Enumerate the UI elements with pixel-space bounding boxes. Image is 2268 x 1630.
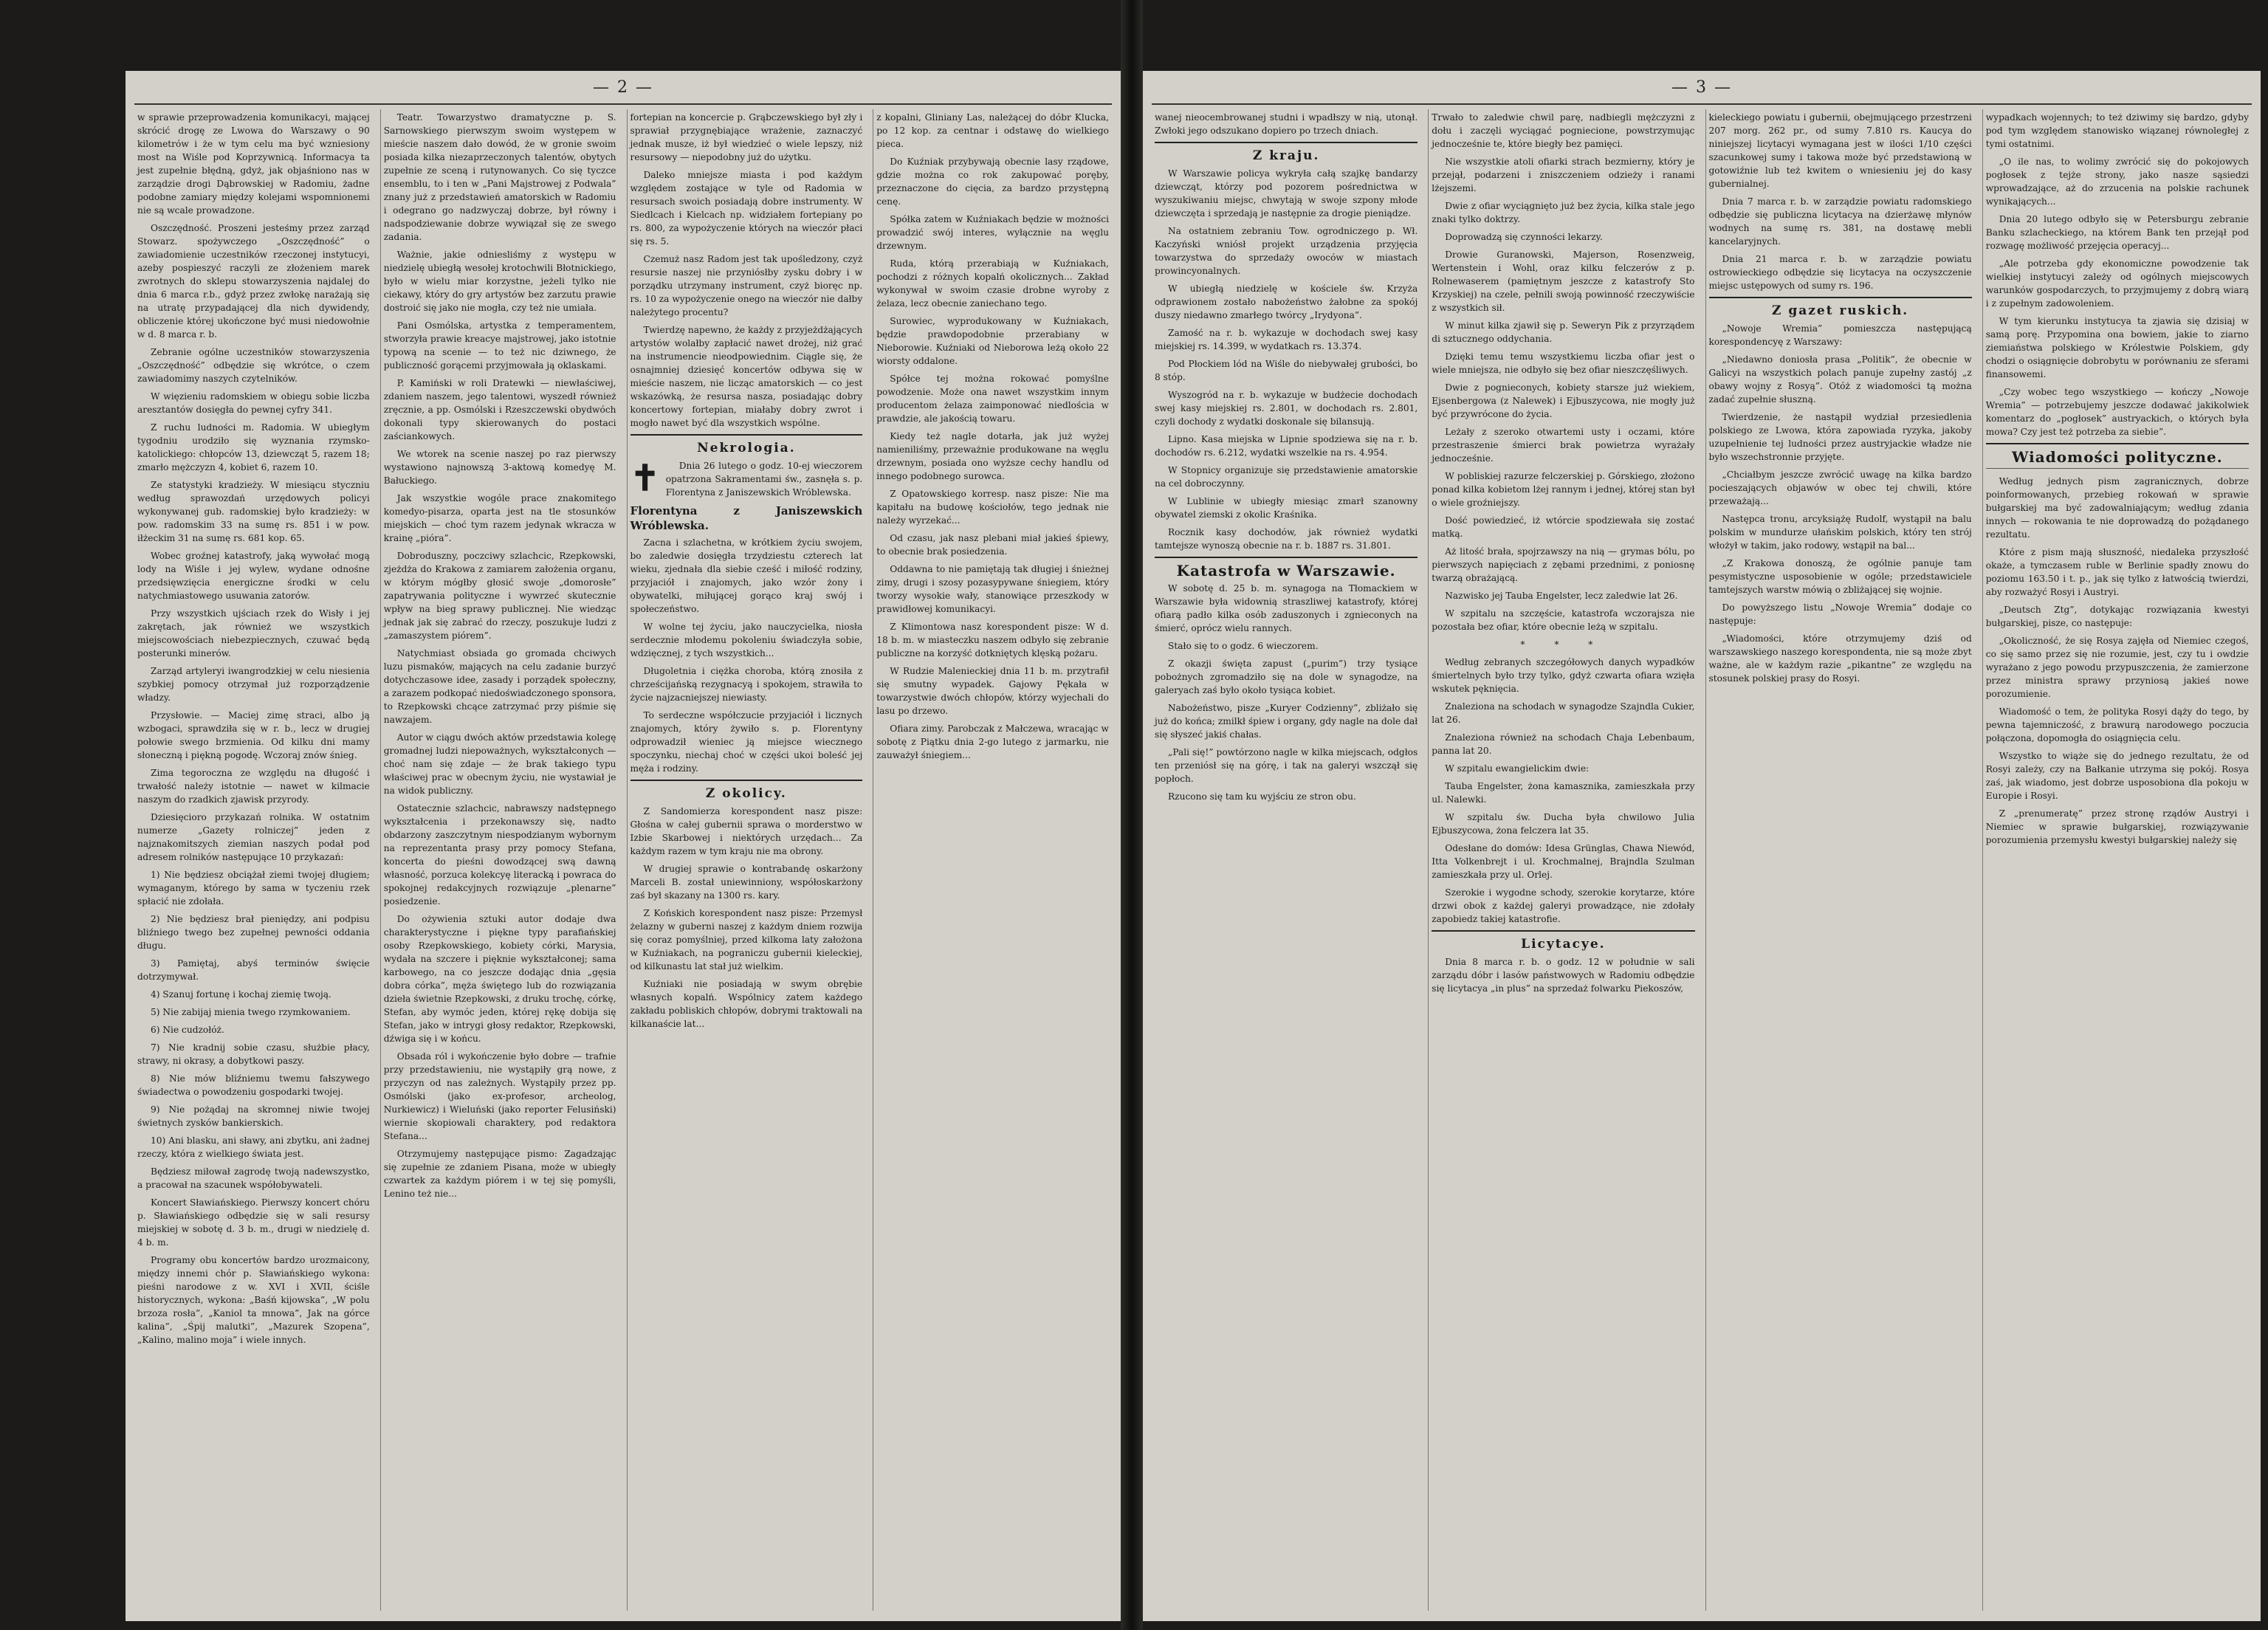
article-para: kieleckiego powiatu i gubernii, obejmującego przestrzeni 207 morg. 262 pr., od sumy 7.810 rs. Kaucya do niniejszej licytacyi wymagana jest w ilości 1/10 części szacunkowej sumy i takowa może być przedstawioną w gotowiźnie lub też kwitem o wniesieniu jej do kasy gubernialnej. (1708, 112, 1972, 189)
article-para: Trwało to zaledwie chwil parę, nadbiegli mężczyzni z dołu i zaczęli wyciągać pogniecione, powstrzymując jednocześnie te, które biegły bez pamięci. (1432, 112, 1695, 149)
article-para: Z ruchu ludności m. Radomia. W ubiegłym tygodniu urodziło się wyznania rzymsko-katolickiego: chłopców 13, dziewcząt 5, razem 18; zmarło mężczyzn 4, kobiet 6, razem 10. (137, 422, 370, 472)
obituary-block (630, 459, 863, 533)
article-para: W szpitalu na szczęście, katastrofa wczorajsza nie pozostała bez ofiar, które obecnie leżą w szpitalu. (1432, 608, 1695, 632)
article-para: W sobotę d. 25 b. m. synagoga na Tłomackiem w Warszawie była widownią straszliwej katastrofy, której ofiarą padło kilka osób zaduszonych i zgnieconych na śmierć, oprócz wielu rannych. (1155, 583, 1418, 633)
list-item: 6) Nie cudzołóż. (151, 1025, 224, 1035)
header-rule (1152, 103, 2252, 105)
article-para: Jak wszystkie wogóle prace znakomitego komedyo-pisarza, oparta jest na tle stosunków miejskich — choć tym razem jedynak wkracza w krainę „pióra”. (383, 493, 616, 543)
column-right-3 (1705, 109, 1975, 1611)
section-rule (630, 434, 863, 436)
article-para: „Niedawno doniosła prasa „Politik”, że obecnie w Galicyi na wszystkich polach panuje zupełny zastój „z obawy wojny z Rosyą”. Otóż z wiadomości tą można zadać zupełnie słuszną. (1708, 354, 1972, 405)
article-para: Od czasu, jak nasz plebani miał jakieś śpiewy, to obecnie brak posiedzenia. (876, 533, 1109, 557)
article-para: W wolne tej życiu, jako nauczycielka, niosła serdecznie młodemu pokoleniu świadczyła sobie, wdzięcznej, z tych wszystkich... (630, 622, 863, 658)
article-para: Dość powiedzieć, iż wtórcie spodziewała się zostać matką. (1432, 515, 1695, 539)
page-right (1143, 71, 2261, 1621)
list-item: 8) Nie mów bliźniemu twemu fałszywego świadectwa o powodzeniu gospodarki twojej. (137, 1073, 370, 1097)
article-para: Drowie Guranowski, Majerson, Rosenzweig, Wertenstein i Wohl, oraz kilku felczerów z p. Rolnewaserem (pamiętnym jeszcze z katastrofy Sto Krzyskiej) na czele, pełnili swoją powinność rzeczywiście z wszystkich sił. (1432, 250, 1695, 313)
article-para: Pani Osmólska, artystka z temperamentem, stworzyła prawie kreacye majstrowej, jako istotnie typową na scenie — to też nic dziwnego, że publiczność gorącemi przyjmowała ją oklaskami. (383, 320, 616, 371)
article-para: Nabożeństwo, pisze „Kuryer Codzienny”, zbliżało się już do końca; zmilkł śpiew i organy, gdy nagle na dole dał się słyszeć jakiś chałas. (1155, 703, 1418, 740)
article-para: Z Końskich korespondent nasz pisze: Przemysł żelazny w guberni naszej z każdym dniem rozwija się coraz pomyślniej, przed kilkoma laty założona w Kuźniakach, na pograniczu gubernii kieleckiej, od kilkunastu lat stał już wielkim. (630, 908, 863, 972)
article-para: Zarząd artyleryi iwangrodzkiej w celu niesienia szybkiej pomocy otrzymał już rozporządzenie władzy. (137, 666, 370, 703)
article-para: Zebranie ogólne uczestników stowarzyszenia „Oszczędność” odbędzie się wkrótce, o czem zawiadomimy naszych czytelników. (137, 347, 370, 384)
section-rule (1986, 468, 2249, 469)
article-para: Surowiec, wyprodukowany w Kuźniakach, będzie prawdopodobnie przerabiany w Nieborowie. Kuźniaki od Nieborowa leżą około 22 wiorsty oddalone. (876, 316, 1109, 366)
article-para: P. Kamiński w roli Dratewki — niewłaściwej, zdaniem naszem, jego talentowi, wyszedł również zręcznie, a pp. Osmólski i Rzeszczewski obydwóch dokonali typy skierowanych do postaci zaściankowych. (383, 378, 616, 441)
article-para: Z Klimontowa nasz korespondent pisze: W d. 18 b. m. w miasteczku naszem odbyło się zebranie publiczne na korzyść dotkniętych klęską pożaru. (876, 622, 1109, 658)
article-para: Wiadomość o tem, że polityka Rosyi dąży do tego, by pewna tajemniczość, z brawurą narodowego poczucia połączona, dopomogła do osiągnięcia celu. (1985, 706, 2249, 743)
article-para: Rocznik kasy dochodów, jak również wydatki tamtejsze wynoszą obecnie na r. b. 1887 rs. 31.801. (1155, 527, 1418, 551)
article-para: Twierdzę napewno, że każdy z przyjeżdżających artystów wolałby zapłacić nawet drożej, niż grać na instrumencie nieodpowiednim. Ciągle się, że osnajmniej dziesięć koncertów odbywa się w mieście naszem, nie licząc amatorskich — co jest wskazówką, że resursa nasza, posiadając dobry koncertowy fortepian, miałaby dobry zwrot i mogło nawet być dla wszystkich wspólne. (630, 325, 863, 428)
article-para: W Stopnicy organizuje się przedstawienie amatorskie na cel dobroczynny. (1155, 465, 1418, 489)
section-rule (630, 780, 863, 781)
article-para: Rzucono się tam ku wyjściu ze stron obu. (1168, 791, 1356, 802)
list-item: 1) Nie będziesz obciążał ziemi twojej długiem; wymaganym, którego by sama w tyczeniu rzek spłacić nie zdołała. (137, 870, 370, 907)
article-para: wypadkach wojennych; to też dziwimy się bardzo, gdyby pod tym względem stanowisko wiązanej równoległej z tymi ostatnimi. (1985, 112, 2249, 149)
article-para: Wszystko to wiąże się do jednego rezultatu, że od Rosyi zależy, czy na Bałkanie utrzyma się pokój. Rosya zaś, jak wiadomo, jest dobrze usposobiona dla pokoju w Europie i Rosyi. (1985, 751, 2249, 801)
article-para: W Warszawie policya wykryła całą szajkę bandarzy dziewcząt, którzy pod pozorem pośrednictwa w wyszukiwaniu miejsc, chwytają w swoje szpony młode dziewczęta i sprzedają je następnie za drogie pieniądze. (1155, 168, 1418, 219)
article-para: wanej nieocembrowanej studni i wpadłszy w nią, utonął. Zwłoki jego odszukano dopiero po trzech dniach. (1155, 112, 1418, 136)
section-rule (1709, 297, 1972, 298)
article-para: Nie wszystkie atoli ofiarki strach bezmierny, który je przejął, podarzeni i zniszczeniem odzieży i ranami lżejszemi. (1432, 157, 1695, 193)
article-para: „Wiadomości, które otrzymujemy dziś od warszawskiego naszego korespondenta, nie są może zbyt ważne, ale w każdym razie „pikantne” ze względu na stosunek polskiej prasy do Rosyi. (1708, 633, 1972, 684)
section-heading-wiadomosci: Wiadomości polityczne. (2012, 448, 2223, 466)
page-number-left: — 2 — (593, 78, 653, 97)
article-para: Teatr. Towarzystwo dramatyczne p. S. Sarnowskiego pierwszym swoim występem w mieście naszem dało dowód, że w gronie swoim posiada kilka niezaprzeczonych talentów, obytych zupełnie ze sceną i rutynowanych. Co się tyczce ensemblu, to i ten w „Pani Majstrowej z Podwala” znany już z przedstawień amatorskich w Radomiu i odegrano go nadzwyczaj dobrze, był równy i nadspodziewanie dobrze wywiązał się ze swego zadania. (383, 112, 616, 242)
article-para: „Chciałbym jeszcze zwrócić uwagę na kilka bardzo pocieszających objawów w obec tej chwili, które przeważają... (1708, 470, 1972, 506)
article-para: Lipno. Kasa miejska w Lipnie spodziewa się na r. b. dochodów rs. 6.212, wydatki wszelkie na rs. 4.954. (1155, 434, 1418, 458)
article-para: Kiedy też nagle dotarła, jak już wyżej namieniliśmy, przeważnie produkowane na węglu drzewnym, posiada ono wyższe cechy handlu od innego podobnego surowca. (876, 431, 1109, 481)
column-right-2 (1428, 109, 1697, 1611)
article-para: W szpitalu św. Ducha była chwilowo Julia Ejbuszycowa, żona felczera lat 35. (1432, 812, 1695, 836)
cross-icon: ✝ (630, 458, 660, 499)
book-gutter (1121, 0, 1143, 1630)
list-item: 9) Nie pożądaj na skromnej niwie twojej świetnych zysków bankierskich. (137, 1104, 370, 1128)
article-para: Spółce tej można rokować pomyślne powodzenie. Może ona nawet wszystkim innym producentom żelaza zaimponować niedlościa w prawdzie, ale jakością towaru. (876, 374, 1109, 424)
article-para: Koncert Sławiańskiego. Pierwszy koncert chóru p. Sławiańskiego odbędzie się w sali resursy miejskiej w sobotę d. 3 b. m., drugi w niedzielę d. 4 b. m. (137, 1197, 370, 1248)
article-para: Zima tegoroczna ze względu na długość i trwałość należy istotnie — nawet w kilmacie naszym do rzadkich zjawisk przyrody. (137, 768, 370, 805)
article-para: Następca tronu, arcyksiążę Rudolf, wystąpił na balu polskim w mundurze ułańskim polskich, który ten strój włożył w takim, jako rodowy, wstąpił na bal... (1708, 514, 1972, 551)
article-para: Ruda, którą przerabiają w Kuźniakach, pochodzi z różnych kopalń okolicznych... Zakład wykonywał w swoim czasie drobne wyroby z żelaza, lecz obecnie zaniechano tego. (876, 258, 1109, 309)
article-para: W Rudzie Malenieckiej dnia 11 b. m. przytrafił się smutny wypadek. Gajowy Pękała w towarzystwie dwóch chłopów, którzy wyjechali do lasu po drzewo. (876, 666, 1109, 716)
article-para: Przysłowie. — Maciej zimę straci, albo ją wzbogaci, sprawdziła się w r. b., lecz w drugiej połowie swego brzmienia. Od kilku dni mamy słoneczną i piękną pogodę. Wczoraj znów śnieg. (137, 710, 370, 760)
section-heading-gazet: Z gazet ruskich. (1772, 303, 1909, 318)
article-para: w sprawie przeprowadzenia komunikacyi, mającej skrócić drogę ze Lwowa do Warszawy o 90 kilometrów i że w tym celu ma być wzniesiony most na Wiśle pod Koprzywnicą. Informacya ta jest zupełnie błędną, gdyż, jak objaśniono nas w zarządzie drogi Dąbrowskiej w Radomiu, żadne podobne zamiary między kolejami wspomnionemi nie są wcale prowadzone. (137, 112, 370, 216)
article-para: Leżały z szeroko otwartemi usty i oczami, które przestraszenie śmierci brak powietrza wyrażały jednocześnie. (1432, 427, 1695, 464)
article-para: „Nowoje Wremia” pomieszcza następującą korespondencyę z Warszawy: (1708, 323, 1972, 347)
article-para: „Pali się!” powtórzono nagle w kilka miejscach, odgłos ten przeniósł się na górę, i tak na galeryi wszczął się popłoch. (1155, 747, 1418, 784)
article-para: Oddawna to nie pamiętają tak długiej i śnieżnej zimy, drugi i szosy pozasypywane śniegiem, który tworzy wysokie wały, stanowiące przeszkody w prawidłowej komunikacyi. (876, 564, 1109, 614)
article-para: Odesłane do domów: Idesa Grünglas, Chawa Niewód, Itta Volkenbrejt i ul. Krochmalnej, Brajndla Szulman zamieszkała przy ul. Orlej. (1432, 843, 1695, 880)
article-para: Daleko mniejsze miasta i pod każdym względem zostające w tyle od Radomia w resursach swoich posiadają dobre instrumenty. W Siedlcach i Kielcach np. widziałem fortepiany po rs. 800, za wypożyczenie których na wieczór płaci się rs. 5. (630, 170, 863, 247)
article-para: Do Kuźniak przybywają obecnie lasy rządowe, gdzie można co rok zakupować poręby, przeznaczone do cięcia, za bardzo przystępną cenę. (876, 157, 1109, 207)
article-para: „Ale potrzeba gdy ekonomiczne powodzenie tak wielkiej instytucyi zależy od ogólnych miejscowych warunków gospodarczych, to przyjmujemy z dobrą wiarą i z zupełnym zadowoleniem. (1985, 258, 2249, 309)
article-para: Znaleziona również na schodach Chaja Lebenbaum, panna lat 20. (1432, 732, 1695, 756)
article-para: Dnia 20 lutego odbyło się w Petersburgu zebranie Banku szlacheckiego, na którem Bank ten przejął pod rozwagę możliwość przejęcia operacyj... (1985, 214, 2249, 251)
column-right-1 (1152, 109, 1420, 1611)
article-para: „O ile nas, to wolimy zwrócić się do pokojowych pogłosek z tejże strony, jako nasze sąsiedzi wprowadzające, aż do zrzucenia na polskie rachunek wynikających... (1985, 157, 2249, 207)
list-item: 7) Nie kradnij sobie czasu, służbie płacy, strawy, ni okrasy, a dobytkowi paszy. (137, 1042, 370, 1066)
article-para: W Lublinie w ubiegły miesiąc zmarł szanowny obywatel ziemski z okolic Kraśnika. (1155, 496, 1418, 520)
article-para: Ważnie, jakie odniesliśmy z występu w niedzielę ubiegłą wesołej krotochwili Błotnickiego, było w wielu miar korzystne, jeżeli tylko nie ciekawy, który do gry artystów bez zarzutu prawie dostroić się jako nie mogła, czy też nie umiała. (383, 250, 616, 313)
article-para: Ostatecznie szlachcic, nabrawszy nadstępnego wykształcenia i przekonawszy się, nadto obdarzony zaszczytnym niespodzianym wybornym na reprezentanta prasy przy pomocy Stefana, koncerta do pieśni dowodzącej swą dawną własność, porzuca kolekcyę literacką i powraca do spokojnej redakcyjnych rozwiązuje „plenarne” posiedzenie. (383, 803, 616, 907)
obituary-notice: Dnia 26 lutego o godz. 10-ej wieczorem opatrzona Sakramentami św., zasnęła s. p. Florentyna z Janiszewskich Wróblewska. (665, 461, 863, 498)
article-para: Na ostatniem zebraniu Tow. ogrodniczego p. Wł. Kaczyński wniósł projekt urządzenia przyjęcia towarzystwa do sprzedaży owoców w miastach prowincyonalnych. (1155, 226, 1418, 276)
article-para: Według jednych pism zagranicznych, dobrze poinformowanych, przebieg rokowań w sprawie bułgarskiej ma być zadowalniającym; według zdania innych — rokowania te nie doprowadzą do pożądanego rezultatu. (1985, 476, 2249, 540)
article-para: „Czy wobec tego wszystkiego — kończy „Nowoje Wremia” — potrzebujemy jeszcze dodawać jakikolwiek komentarz do „pogłosek” austryackich, o których była mowa? Czy jest też potrzeba za siebie”. (1985, 387, 2249, 437)
article-para: Dnia 21 marca r. b. w zarządzie powiatu ostrowieckiego odbędzie się licytacya na oczyszczenie miejsc ustępowych od sumy rs. 196. (1708, 254, 1972, 291)
article-para: Przy wszystkich ujściach rzek do Wisły i jej zakrętach, jak również we wszystkich miejscowościach niebezpiecznych, czuwać będą posterunki minerów. (137, 608, 370, 658)
section-stars: * * * (1520, 639, 1606, 650)
section-heading-katastrofa: Katastrofa w Warszawie. (1176, 562, 1396, 580)
header-rule (134, 103, 1112, 105)
article-para: Z Opatowskiego korresp. nasz pisze: Nie ma kapitału na budowę kościołów, tego jednak nie należy wyrzekać... (876, 489, 1109, 526)
article-para: Wobec groźnej katastrofy, jaką wywołać mogą lody na Wiśle i jej wylew, wydane odnośne przedsięwzięcia energiczne środki w celu natychmiastowego usuwania zatorów. (137, 551, 370, 601)
article-para: Znaleziona na schodach w synagodze Szajndla Cukier, lat 26. (1432, 701, 1695, 725)
article-para: Oszczędność. Proszeni jesteśmy przez zarząd Stowarz. spożywczego „Oszczędność” o zawiadomienie uczestników rzeczonej instytucyi, azeby pospieszyć raczyli ze złożeniem marek zwrotnych do sklepu stowarzyszenia najdalej do dnia 6 marca r.b., gdyż przez zwłokę narażają się na utratę przypadającej dla nich dywidendy, obliczenie której ukończone być musi niedowołnie w d. 8 marca r. b. (137, 223, 370, 340)
article-para: To serdeczne współczucie przyjaciół i licznych znajomych, który żywiło s. p. Florentyny odprowadził wieniec ją miejsce wiecznego spoczynku, niechaj choć w części ukoi boleść jej męża i rodziny. (630, 710, 863, 774)
article-para: z kopalni, Gliniany Las, należącej do dóbr Klucka, po 12 kop. za centnar i odstawę do wielkiego pieca. (876, 112, 1109, 149)
article-para: Twierdzenie, że nastąpił wydział przesiedlenia polskiego ze Lwowa, która zapowiada ryzyka, jakoby uzupełnienie tej ludności przez austryjackie władze nie było wszechstronnie przyjęte. (1708, 412, 1972, 462)
article-para: Doprowadzą się czynności lekarzy. (1445, 232, 1603, 242)
article-para: Które z pism mają słuszność, niedaleka przyszłość okaże, a tymczasem ruble w Berlinie spadły znowu do poziomu 163.50 i t. p., jak się tylko z łatwością twierdzi, aby rozważyć Rosyi i Austryi. (1985, 547, 2249, 597)
list-item: 4) Szanuj fortunę i kochaj ziemię twoją. (151, 989, 331, 1000)
article-para: Ze statystyki kradzieży. W miesiącu styczniu według sprawozdań urzędowych policyi wykonywanej gub. radomskiej było kradzieży: w pow. radomskim 33 na sumę rs. 851 i w pow. iłżeckim 31 na sumę rs. 681 kop. 65. (137, 480, 370, 543)
article-para: Z „prenumeratę” przez stronę rządów Austryi i Niemiec w sprawie bułgarskiej, rozwiązywanie porozumienia przemysłu kwestyi bułgarskiej należy się (1985, 808, 2249, 845)
article-para: Spółka zatem w Kuźniakach będzie w możności prowadzić swój interes, wyłącznie na węglu drzewnym. (876, 214, 1109, 251)
obituary-name: Florentyna z Janiszewskich Wróblewska. (630, 504, 863, 532)
article-para: Zacna i szlachetna, w krótkiem życiu swojem, bo zaledwie dosięgła trzydziestu czterech lat wieku, zjednała dla siebie cześć i miłość rodziny, przyjaciół i znajomych, jako wzór żony i obywatelki, miłującej gorąco kraj swój i społeczeństwo. (630, 537, 863, 614)
article-para: Pod Płockiem lód na Wiśle do niebywałej grubości, bo 8 stóp. (1155, 359, 1418, 382)
columns-left (134, 109, 1112, 1611)
column-right-4 (1982, 109, 2252, 1611)
section-heading-region: Z okolicy. (705, 786, 787, 801)
article-para: Dziesięcioro przykazań rolnika. W ostatnim numerze „Gazety rolniczej” jeden z najznakomitszych ziemian naszych podał pod adresem rolników następujące 10 przykazań: (137, 812, 370, 862)
article-para: Autor w ciągu dwóch aktów przedstawia kolegę gromadnej ludzi niepoważnych, wykształconych — choć nam się zdaje — że brak takiego typu właściwej prac w obecnym życiu, nie wystawiał je na widok publiczny. (383, 732, 616, 796)
article-para: W szpitalu ewangielickim dwie: (1445, 763, 1590, 774)
article-para: W tym kierunku instytucya ta zjawia się dzisiaj w samą porę. Przypomina ona bowiem, jakie to ziarno ziemiaństwa polskiego w Królestwie Polskiem, gdy chodzi o osiągnięcie dobrobytu w porównaniu ze sferami finansowemi. (1985, 316, 2249, 379)
article-para: W ubiegłą niedzielę w kościele św. Krzyża odprawionem zostało nabożeństwo żałobne za spokój duszy niedawno zmarłego twórcy „Irydyona”. (1155, 283, 1418, 320)
article-para: Dnia 8 marca r. b. o godz. 12 w południe w sali zarządu dóbr i lasów państwowych w Radomiu odbędzie się licytacya „in plus” na sprzedaż folwarku Piekoszów, (1432, 957, 1695, 994)
article-para: Obsada ról i wykończenie było dobre — trafnie przy przedstawieniu, nie wystąpiły grą nowe, z przyczyn od nas zależnych. Wystąpiły przez pp. Osmólski (jako ex-profesor, archeolog, Nurkiewicz) i Wieluński (jako reporter Felusiński) wiernie skopiowali charaktery, pod redaktora Stefana... (383, 1051, 616, 1141)
section-heading-necrology: Nekrologia. (697, 441, 796, 455)
article-para: Czemuż nasz Radom jest tak upośledzony, czyż resursie naszej nie przyniósłby zysku dobry i w porządku utrzymany instrument, czyż bioręc np. rs. 10 za wypożyczenie onego na wieczór nie dałby należytego procentu? (630, 254, 863, 317)
column-left-3 (627, 109, 866, 1611)
section-heading-licytacye: Licytacye. (1521, 937, 1606, 952)
article-para: We wtorek na scenie naszej po raz pierwszy wystawiono najnowszą 3-aktową komedyę M. Bałuckiego. (383, 449, 616, 486)
section-heading-kraj: Z kraju. (1252, 148, 1320, 163)
section-rule (1432, 930, 1694, 932)
article-para: Dzięki temu temu wszystkiemu liczba ofiar jest o wiele mniejsza, nie odbyło się bez ofiar nieszczęśliwych. (1432, 351, 1695, 375)
article-para: „Z Krakowa donoszą, że ogólnie panuje tam pesymistyczne usposobienie w ogóle; przedstawiciele tamtejszych warstw mówią o zbliżającej się wojnie. (1708, 558, 1972, 595)
section-rule (1155, 557, 1418, 558)
article-para: Natychmiast obsiada go gromada chciwych luzu pismaków, mających na celu zadanie burzyć dotychczasowe idee, zasady i porządek społeczny, a zarazem podkopać niedoświadczonego sponsora, to Rzepkowski chcące zatrzymać przy piśmie się nawzajem. (383, 648, 616, 725)
article-para: Szerokie i wygodne schody, szerokie korytarze, które drzwi obok z każdej galeryi prowadzące, nie zdołały zapobiedz takiej katastrofie. (1432, 887, 1695, 924)
column-left-4 (873, 109, 1112, 1611)
article-para: Nazwisko jej Tauba Engelster, lecz zaledwie lat 26. (1445, 591, 1678, 601)
article-para: Z Sandomierza korespondent nasz pisze: Głośna w całej gubernii sprawa o morderstwo w Izbie Skarbowej i niektórych urzędach... Za każdym razem w tym kraju nie ma obrony. (630, 806, 863, 856)
article-para: „Deutsch Ztg”, dotykając rozwiązania kwestyi bułgarskiej, pisze, co następuje: (1985, 605, 2249, 628)
page-left (126, 71, 1121, 1621)
columns-right (1152, 109, 2252, 1611)
list-item: 10) Ani blasku, ani sławy, ani zbytku, ani żadnej rzeczy, która z wielkiego świata jest. (137, 1135, 370, 1159)
section-rule (1986, 443, 2249, 444)
article-para: W więzieniu radomskiem w obiegu sobie liczba aresztantów dosięgła do pewnej cyfry 341. (137, 391, 370, 415)
article-para: Do ożywienia sztuki autor dodaje dwa charakterystyczne i piękne typy parafiańskiej osoby Rzepkowskiego, kobiety córki, Marysia, wydała na szczere i pięknie wykształconej; sama karbowego, na co jeszcze dodając dnia „gęsia dobra córka”, męża świętego lub do rozwiązania dzieła świetnie Rzepkowski, z druku trochę, córkę, Stefan, aby wymóc jeden, której rękę dobija się Stefan, jako w intrygi głosy redaktor, Rzepkowski, dźwiga się i w końcu. (383, 914, 616, 1044)
article-para: Długoletnia i ciężka choroba, którą znosiła z chrześcijańską rezygnacyą i spokojem, strawiła to życie najzacniejszej niewiasty. (630, 666, 863, 703)
article-para: Dwie z ofiar wyciągnięto już bez życia, kilka stale jego znaki tylko doktrzy. (1432, 201, 1695, 224)
article-para: Do powyższego listu „Nowoje Wremia” dodaje co następuje: (1708, 602, 1972, 626)
article-para: „Okoliczność, że się Rosya zajęła od Niemiec czegoś, co się samo przez się nie rozumie, jest, czy tu i owdzie wyrażano z jego powodu przypuszczenia, że zamierzone przez ministra sprawy przyniosą jakieś nowe porozumienie. (1985, 636, 2249, 699)
article-para: Będziesz miłował zagrodę twoją nadewszystko, a pracował na szacunek współobywateli. (137, 1166, 370, 1190)
article-para: Dobroduszny, poczciwy szlachcic, Rzepkowski, zjeżdża do Krakowa z zamiarem założenia organu, w którym mógłby głosić swoje „domorosłe” zapatrywania polityczne i wywrzeć skutecznie wpływ na bieg sprawy publicznej. Nie wiedząc jednak jak się zabrać do rzeczy, poszukuje ludzi z „zamaszystem piórem”. (383, 551, 616, 641)
section-rule (1155, 142, 1418, 143)
article-para: Otrzymujemy następujące pismo: Zagadzając się zupełnie ze zdaniem Pisana, może w ubiegły czwartek za każdym piórem i w tej się pomyśli, Lenino też nie... (383, 1149, 616, 1199)
article-para: Wyszogród na r. b. wykazuje w budżecie dochodach swej kasy miejskiej rs. 2.801, w dochodach rs. 2.801, czyli dochody z wydatki doskonale się bilansują. (1155, 390, 1418, 427)
article-para: W pobliskiej razurze felczerskiej p. Górskiego, złożono ponad kilka kobietom lżej rannym i jednej, której stan był o wiele groźniejszy. (1432, 471, 1695, 508)
article-para: Według zebranych szczegółowych danych wypadków śmiertelnych było trzy tylko, gdyż czwarta ofiara wzięła wskutek pęknięcia. (1432, 657, 1695, 694)
article-para: Stało się to o godz. 6 wieczorem. (1168, 641, 1319, 651)
list-item: 2) Nie będziesz brał pieniędzy, ani podpisu bliźniego twego bez zupełnej pewności oddania długu. (137, 914, 370, 951)
page-number-right: — 3 — (1671, 78, 1732, 97)
article-para: Aż litość brała, spojrzawszy na nią — grymas bólu, po pierwszych napięciach z zębami przednimi, z poniosnę twarzą obrażającą. (1432, 546, 1695, 583)
list-item: 3) Pamiętaj, abyś terminów święcie dotrzymywał. (137, 958, 370, 982)
article-para: Ofiara zimy. Parobczak z Małczewa, wracając w sobotę z Piątku dnia 2-go lutego z jarmarku, nie zauważył śniegiem... (876, 723, 1109, 760)
article-para: W minut kilka zjawił się p. Seweryn Pik z przyrządem di sztucznego oddychania. (1432, 320, 1695, 344)
article-para: fortepian na koncercie p. Grąbczewskiego był zły i sprawiał przygnębiające wrażenie, zaznaczyć jednak musze, iż był wiedzieć o wiele lepszy, niż resursowy — niepodobny już do użytku. (630, 112, 863, 162)
article-para: Z okazji święta zapust („purim”) trzy tysiące pobożnych zgromadziło się na dole w synagodze, na galeryach zaś było około tysiąca kobiet. (1155, 658, 1418, 695)
article-para: Kuźniaki nie posiadają w swym obrębie własnych kopalń. Wspólnicy zatem każdego zakładu pobliskich chłopów, dobrymi traktowali na kilkanaście lat... (630, 979, 863, 1029)
article-para: Tauba Engelster, żona kamasznika, zamieszkała przy ul. Nalewki. (1432, 781, 1695, 805)
article-para: Programy obu koncertów bardzo urozmaicony, między innemi chór p. Sławiańskiego wykona: pieśni narodowe z w. XVI i XVII, ściśle historycznych, wykona: „Baśń kijowska”, „W polu brzoza rosła”, „Kaniol ta mnowa”, Jak na górce kalina”, „Śpij malutki”, „Mazurek Szopena”, „Kalino, malino moja” i wiele innych. (137, 1255, 370, 1345)
column-left-2 (380, 109, 619, 1611)
column-left-1 (134, 109, 373, 1611)
article-para: Zamość na r. b. wykazuje w dochodach swej kasy miejskiej rs. 14.399, w wydatkach rs. 13.374. (1155, 328, 1418, 351)
article-para: Dwie z pognieconych, kobiety starsze już wiekiem, Ejsenbergowa (z Nalewek) i Ejbuszycowa, nie mogły już być przywrócone do życia. (1432, 382, 1695, 419)
article-para: W drugiej sprawie o kontrabandę oskarżony Marceli B. został uniewinniony, współoskarżony zaś był skazany na 1300 rs. kary. (630, 864, 863, 901)
article-para: Dnia 7 marca r. b. w zarządzie powiatu radomskiego odbędzie się publiczna licytacya na dzierżawę młynów wodnych na sumę rs. 381, na dostawę mebli kancelaryjnych. (1708, 196, 1972, 247)
list-item: 5) Nie zabijaj mienia twego rzymkowaniem. (151, 1007, 351, 1017)
